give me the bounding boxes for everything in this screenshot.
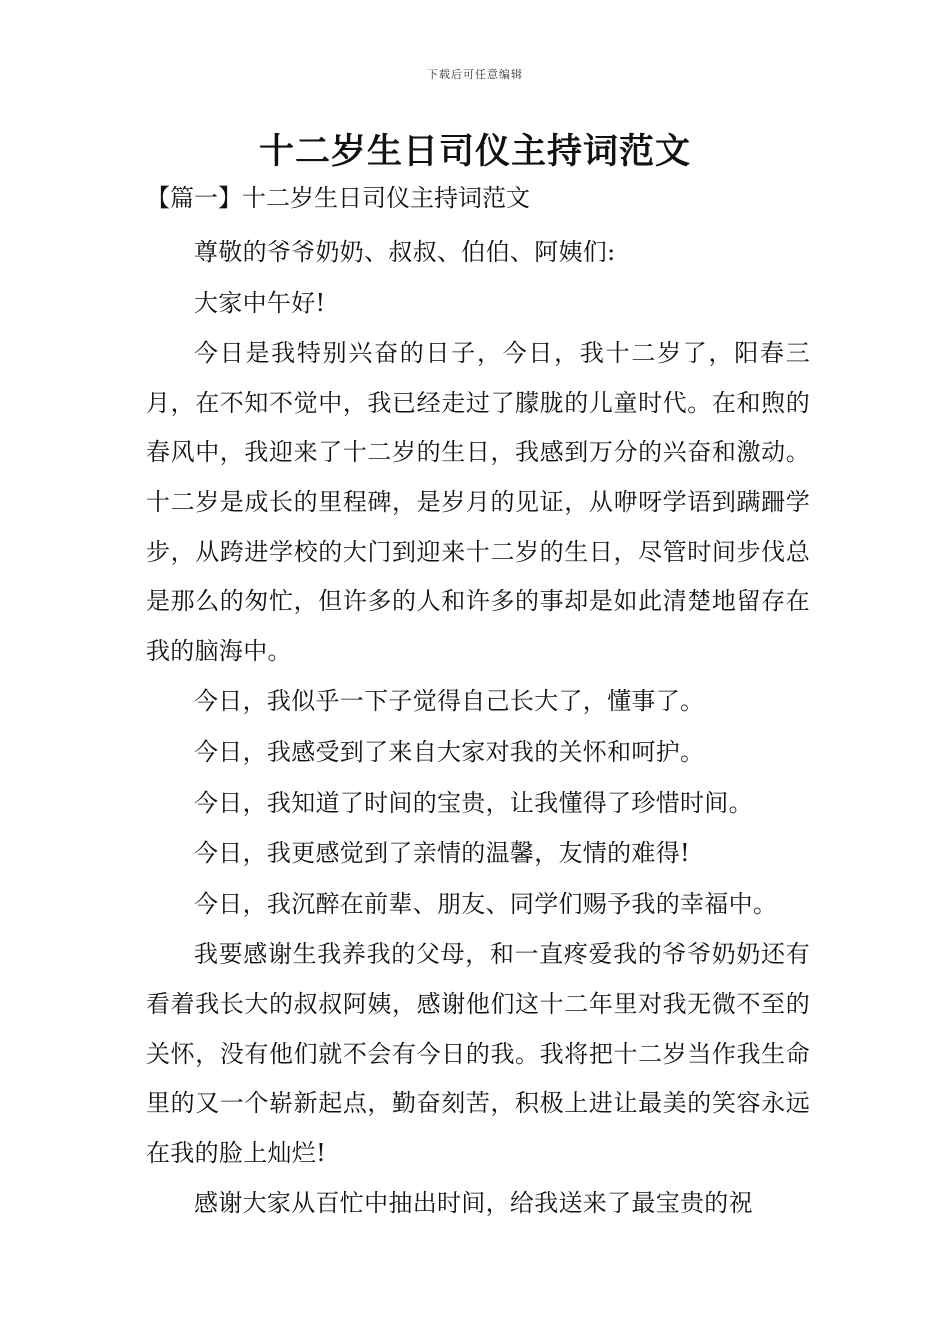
document-title: 十二岁生日司仪主持词范文 (258, 132, 691, 172)
paragraph: 大家中午好! (194, 288, 326, 317)
paragraph: 今日，我知道了时间的宝贵，让我懂得了珍惜时间。 (194, 788, 753, 817)
section-heading: 【篇一】十二岁生日司仪主持词范文 (146, 184, 530, 212)
paragraph: 尊敬的爷爷奶奶、叔叔、伯伯、阿姨们: (194, 238, 616, 266)
paragraph: 今日，我沉醉在前辈、朋友、同学们赐予我的幸福中。 (194, 889, 778, 918)
paragraph: 今日，我更感觉到了亲情的温馨，友情的难得! (194, 839, 690, 868)
header-note: 下载后可任意编辑 (427, 68, 523, 81)
paragraph: 我要感谢生我养我的父母，和一直疼爱我的爷爷奶奶还有看着我长大的叔叔阿姨，感谢他们这十二年里对我无微不至的关怀，没有他们就不会有今日的我。我将把十二岁当作我生命里的又一个崭新起点，勤奋刻苦，积极上进让最美的笑容永远在我的脸上灿烂! (146, 940, 810, 1167)
paragraph: 感谢大家从百忙中抽出时间，给我送来了最宝贵的祝 (194, 1189, 753, 1218)
paragraph: 今日，我似乎一下子觉得自己长大了，懂事了。 (194, 687, 705, 716)
paragraph: 今日是我特别兴奋的日子，今日，我十二岁了，阳春三月，在不知不觉中，我已经走过了朦胧的儿童时代。在和煦的春风中，我迎来了十二岁的生日，我感到万分的兴奋和激动。十二岁是成长的里程碑，是岁月的见证，从咿呀学语到蹒跚学步，从跨进学校的大门到迎来十二岁的生日，尽管时间步伐总是那么的匆忙，但许多的人和许多的事却是如此清楚地留存在我的脑海中。 (146, 339, 810, 665)
document-body (146, 228, 810, 1230)
paragraph: 今日，我感受到了来自大家对我的关怀和呵护。 (194, 737, 705, 766)
